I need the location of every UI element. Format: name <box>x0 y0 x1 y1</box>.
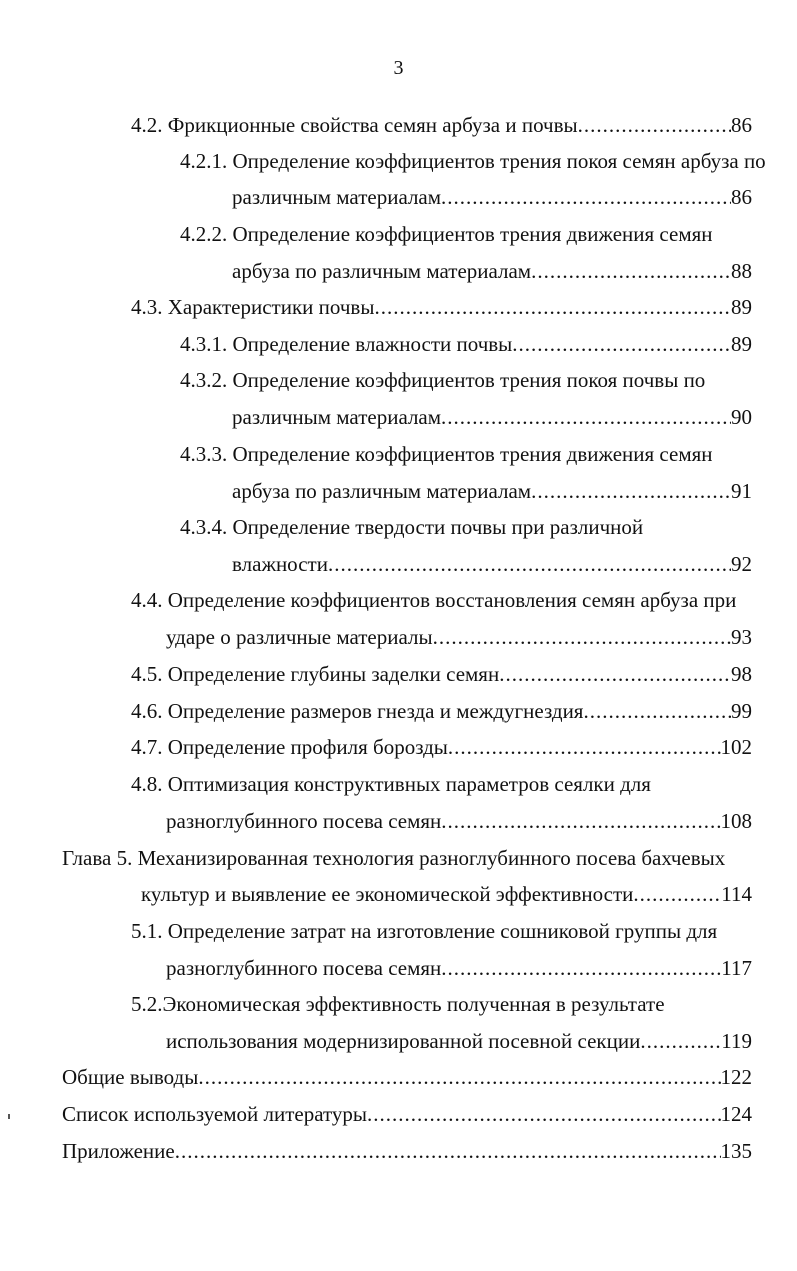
dot-leader <box>531 476 731 506</box>
toc-entry-title-cont: культур и выявление ее экономической эффективности <box>141 882 634 906</box>
toc-entry-title-cont: использования модернизированной посевной секции <box>166 1029 641 1053</box>
toc-entry-page: 89 <box>731 295 752 319</box>
toc-entry-title: 4.5. Определение глубины заделки семян <box>131 662 500 686</box>
toc-entry-title: Список используемой литературы <box>62 1102 368 1126</box>
toc-entry-4-3 <box>131 292 752 322</box>
dot-leader <box>531 256 731 286</box>
dot-leader <box>441 806 720 836</box>
toc-entry-page: 124 <box>720 1102 752 1126</box>
toc-entry-page: 122 <box>720 1065 752 1089</box>
dot-leader <box>441 953 721 983</box>
toc-entry-5-1 <box>166 953 752 983</box>
toc-entry-title: 4.7. Определение профиля борозды <box>131 735 448 759</box>
toc-entry-appendix <box>62 1136 752 1166</box>
page-number: 3 <box>393 57 404 79</box>
toc-entry-page: 89 <box>731 332 752 356</box>
toc-entry-title-cont: арбуза по различным материалам <box>232 259 532 283</box>
toc-entry-page: 117 <box>721 956 752 980</box>
dot-leader <box>367 1099 720 1129</box>
dot-leader <box>448 732 721 762</box>
dot-leader <box>441 402 731 432</box>
toc-entry-title-cont: разноглубинного посева семян <box>166 956 442 980</box>
toc-entry-5-2 <box>166 1026 752 1056</box>
toc-entry-title: 4.3.1. Определение влажности почвы <box>180 332 513 356</box>
dot-leader <box>578 110 731 140</box>
toc-entry-page: 135 <box>720 1139 752 1163</box>
dot-leader <box>640 1026 721 1056</box>
toc-entry-4-3-4 <box>232 549 752 579</box>
toc-entry-4-3-3-title: 4.3.3. Определение коэффициентов трения движения семян <box>180 442 713 466</box>
toc-entry-page: 108 <box>720 809 752 833</box>
toc-entry-4-2-1 <box>232 182 752 212</box>
toc-entry-title-cont: ударе о различные материалы <box>166 625 433 649</box>
toc-entry-title-cont: разноглубинного посева семян <box>166 809 442 833</box>
toc-entry-references <box>62 1099 752 1129</box>
dot-leader <box>374 292 731 322</box>
dot-leader <box>175 1136 721 1166</box>
toc-entry-4-2-2-title: 4.2.2. Определение коэффициентов трения движения семян <box>180 222 713 246</box>
toc-entry-4-3-1 <box>180 329 752 359</box>
toc-entry-page: 119 <box>721 1029 752 1053</box>
toc-entry-page: 86 <box>731 113 752 137</box>
toc-entry-page: 88 <box>731 259 752 283</box>
toc-entry-title: Приложение <box>62 1139 175 1163</box>
toc-entry-title-cont: влажности <box>232 552 328 576</box>
toc-entry-page: 91 <box>731 479 752 503</box>
toc-entry-title-cont: различным материалам <box>232 405 442 429</box>
dot-leader <box>441 182 731 212</box>
toc-entry-title-cont: различным материалам <box>232 185 442 209</box>
scan-artifact <box>8 1114 10 1119</box>
toc-entry-page: 114 <box>721 882 752 906</box>
dot-leader <box>512 329 731 359</box>
toc-entry-4-7 <box>131 732 752 762</box>
dot-leader <box>198 1062 720 1092</box>
toc-entry-4-2-2 <box>232 256 752 286</box>
dot-leader <box>499 659 731 689</box>
toc-entry-5-1-title: 5.1. Определение затрат на изготовление сошниковой группы для <box>131 919 718 943</box>
toc-entry-4-3-2 <box>232 402 752 432</box>
toc-entry-page: 86 <box>731 185 752 209</box>
toc-entry-page: 90 <box>731 405 752 429</box>
dot-leader <box>633 879 721 909</box>
toc-entry-page: 98 <box>731 662 752 686</box>
toc-entry-title: 4.2. Фрикционные свойства семян арбуза и почвы <box>131 113 578 137</box>
toc-entry-title-cont: арбуза по различным материалам <box>232 479 532 503</box>
dot-leader <box>583 696 731 726</box>
toc-entry-conclusions <box>62 1062 752 1092</box>
toc-entry-4-8 <box>166 806 752 836</box>
toc-entry-4-2-1-title: 4.2.1. Определение коэффициентов трения покоя семян арбуза по <box>180 149 766 173</box>
dot-leader <box>328 549 731 579</box>
toc-entry-4-3-4-title: 4.3.4. Определение твердости почвы при различной <box>180 515 644 539</box>
toc-entry-title: 4.6. Определение размеров гнезда и междугнездия <box>131 699 584 723</box>
toc-entry-4-4 <box>166 622 752 652</box>
toc-entry-4-5 <box>131 659 752 689</box>
toc-entry-page: 102 <box>720 735 752 759</box>
toc-entry-4-6 <box>131 696 752 726</box>
dot-leader <box>433 622 731 652</box>
toc-entry-page: 99 <box>731 699 752 723</box>
toc-entry-chapter-5-title: Глава 5. Механизированная технология разноглубинного посева бахчевых <box>62 846 726 870</box>
toc-entry-4-3-2-title: 4.3.2. Определение коэффициентов трения покоя почвы по <box>180 368 706 392</box>
toc-entry-4-8-title: 4.8. Оптимизация конструктивных параметров сеялки для <box>131 772 651 796</box>
toc-entry-title: 4.3. Характеристики почвы <box>131 295 375 319</box>
toc-entry-title: Общие выводы <box>62 1065 199 1089</box>
toc-entry-page: 92 <box>731 552 752 576</box>
toc-entry-4-4-title: 4.4. Определение коэффициентов восстановления семян арбуза при <box>131 588 737 612</box>
toc-entry-4-2 <box>131 110 752 140</box>
toc-entry-4-3-3 <box>232 476 752 506</box>
toc-entry-5-2-title: 5.2.Экономическая эффективность полученная в результате <box>131 992 665 1016</box>
toc-entry-chapter-5 <box>141 879 752 909</box>
toc-entry-page: 93 <box>731 625 752 649</box>
